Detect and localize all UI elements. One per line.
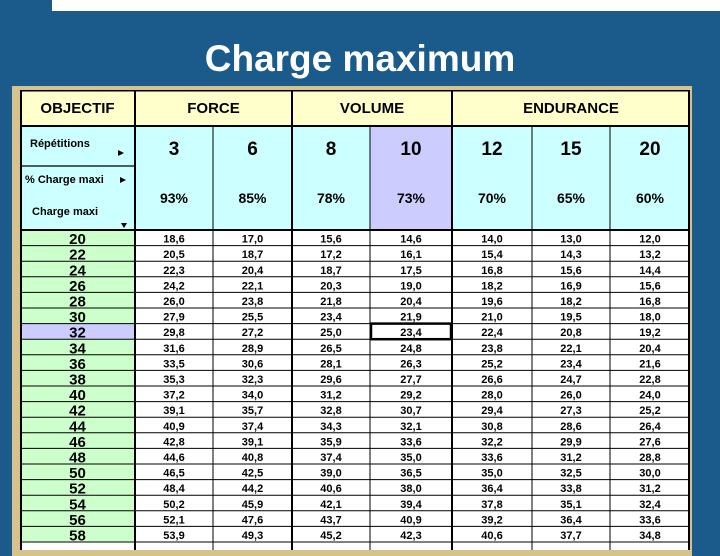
table-cell: 24,8 bbox=[400, 342, 422, 355]
table-cell: 32,2 bbox=[481, 436, 503, 449]
table-cell: 32,4 bbox=[639, 498, 661, 511]
table-cell: 21,6 bbox=[639, 358, 661, 371]
table-cell: 44,6 bbox=[163, 452, 185, 464]
table-cell: 39,1 bbox=[241, 436, 264, 449]
table-cell: 28,1 bbox=[320, 358, 342, 371]
charge-value-34: 34 bbox=[69, 340, 86, 358]
table-cell: 34,0 bbox=[241, 389, 264, 402]
table-cell: 26,6 bbox=[481, 374, 503, 386]
table-cell: 16,8 bbox=[481, 264, 503, 277]
table-cell: 35,7 bbox=[241, 405, 264, 418]
table-cell: 17,5 bbox=[400, 264, 422, 277]
table-cell: 33,5 bbox=[163, 358, 185, 371]
table-cell: 30,0 bbox=[639, 467, 661, 480]
table-cell: 29,8 bbox=[163, 327, 185, 340]
charge-value-48: 48 bbox=[69, 449, 86, 467]
table-cell: 20,4 bbox=[639, 342, 661, 355]
charge-value-22: 22 bbox=[69, 246, 86, 264]
table-cell: 29,9 bbox=[560, 436, 582, 449]
table-cell: 19,0 bbox=[400, 280, 422, 293]
table-cell: 48,4 bbox=[163, 483, 185, 496]
table-cell: 14,0 bbox=[481, 233, 503, 246]
repetition-3: 3 bbox=[168, 139, 180, 160]
table-cell: 21,9 bbox=[400, 311, 422, 324]
table-cell: 28,9 bbox=[241, 342, 264, 355]
table-cell: 25,2 bbox=[481, 358, 503, 371]
charge-value-38: 38 bbox=[69, 371, 86, 389]
table-cell: 25,0 bbox=[320, 327, 342, 340]
charge-value-28: 28 bbox=[69, 293, 86, 311]
table-cell: 18,7 bbox=[241, 249, 264, 262]
table-cell: 30,6 bbox=[241, 358, 264, 371]
table-cell: 30,7 bbox=[400, 405, 422, 418]
table-cell: 18,7 bbox=[320, 264, 342, 277]
table-cell: 37,8 bbox=[481, 498, 503, 511]
table-cell: 20,5 bbox=[163, 249, 185, 262]
table-cell: 45,2 bbox=[320, 530, 342, 542]
table-cell: 22,1 bbox=[560, 342, 582, 355]
table-cell: 33,6 bbox=[481, 452, 503, 464]
table-cell: 42,1 bbox=[320, 498, 342, 511]
table-cell: 39,0 bbox=[320, 467, 342, 480]
table-cell: 12,0 bbox=[639, 233, 661, 246]
table-cell: 40,9 bbox=[163, 420, 185, 433]
table-cell: 20,8 bbox=[560, 327, 582, 340]
table-cell: 33,6 bbox=[400, 436, 422, 449]
table-cell: 14,6 bbox=[400, 233, 422, 246]
table-cell: 20,3 bbox=[320, 280, 342, 293]
percentage-cell: 78% bbox=[316, 190, 346, 206]
table-cell: 29,6 bbox=[320, 374, 342, 386]
table-cell: 14,3 bbox=[560, 249, 582, 262]
table-cell: 23,4 bbox=[560, 358, 582, 371]
table-cell: 35,1 bbox=[560, 498, 582, 511]
table-cell: 31,2 bbox=[320, 389, 342, 402]
table-cell: 28,6 bbox=[560, 420, 582, 433]
charge-value-46: 46 bbox=[69, 433, 86, 451]
table-cell: 32,1 bbox=[400, 420, 422, 433]
table-cell: 23,4 bbox=[320, 311, 342, 324]
repetition-20: 20 bbox=[639, 139, 661, 160]
table-cell: 53,9 bbox=[163, 530, 185, 542]
top-white-strip bbox=[52, 0, 720, 11]
objectif-header: OBJECTIF bbox=[40, 100, 115, 117]
table-cell: 29,2 bbox=[400, 389, 422, 402]
charge-value-26: 26 bbox=[69, 277, 86, 295]
table-cell: 28,0 bbox=[481, 389, 503, 402]
table-cell: 32,8 bbox=[320, 405, 342, 418]
table-cell: 34,3 bbox=[320, 420, 342, 433]
table-cell: 19,2 bbox=[639, 327, 661, 340]
table-cell: 35,0 bbox=[481, 467, 503, 480]
charge-value-32: 32 bbox=[69, 324, 86, 342]
table-cell: 34,8 bbox=[639, 530, 661, 542]
charge-value-42: 42 bbox=[69, 402, 86, 420]
repetition-10: 10 bbox=[400, 139, 422, 160]
table-cell: 40,8 bbox=[241, 452, 264, 464]
table-cell: 31,2 bbox=[639, 483, 661, 496]
table-cell: 27,7 bbox=[400, 374, 422, 386]
table-cell: 22,4 bbox=[481, 327, 503, 340]
table-cell: 52,1 bbox=[163, 514, 185, 527]
table-cell: 38,0 bbox=[400, 483, 422, 496]
table-cell: 24,2 bbox=[163, 280, 185, 293]
table-cell: 18,6 bbox=[163, 233, 185, 246]
table-cell: 14,4 bbox=[639, 264, 661, 277]
charge-value-20: 20 bbox=[69, 231, 86, 249]
table-cell: 23,8 bbox=[241, 296, 264, 308]
table-cell: 23,4 bbox=[400, 327, 422, 340]
table-cell: 16,9 bbox=[560, 280, 582, 293]
table-cell: 15,6 bbox=[320, 233, 342, 246]
table-cell: 18,2 bbox=[560, 296, 582, 308]
table-cell: 40,6 bbox=[481, 530, 503, 542]
charge-value-30: 30 bbox=[69, 309, 86, 327]
table-cell: 26,0 bbox=[163, 296, 185, 308]
repetition-8: 8 bbox=[325, 139, 337, 160]
table-cell: 33,8 bbox=[560, 483, 582, 496]
table-cell: 19,5 bbox=[560, 311, 582, 324]
table-cell: 23,8 bbox=[481, 342, 503, 355]
percent-label: % Charge maxi bbox=[25, 174, 104, 186]
table-cell: 16,8 bbox=[639, 296, 661, 308]
table-cell: 25,5 bbox=[241, 311, 264, 324]
table-cell: 26,3 bbox=[400, 358, 422, 371]
table-cell: 15,4 bbox=[481, 249, 503, 262]
table-cell: 13,2 bbox=[639, 249, 661, 262]
table-cell: 39,4 bbox=[400, 498, 422, 511]
table-cell: 26,4 bbox=[639, 420, 661, 433]
table-cell: 36,5 bbox=[400, 467, 422, 480]
table-cell: 43,7 bbox=[320, 514, 342, 527]
charge-value-54: 54 bbox=[69, 496, 86, 514]
table-cell: 40,6 bbox=[320, 483, 342, 496]
table-cell: 37,4 bbox=[320, 452, 342, 464]
table-cell: 17,2 bbox=[320, 249, 342, 262]
table-cell: 19,6 bbox=[481, 296, 503, 308]
slide-title: Charge maximum bbox=[204, 38, 516, 79]
percentage-cell: 70% bbox=[477, 190, 507, 206]
table-cell: 35,0 bbox=[400, 452, 422, 464]
table-cell: 22,1 bbox=[241, 280, 264, 293]
table-cell: 33,6 bbox=[639, 514, 661, 527]
table-cell: 15,6 bbox=[639, 280, 661, 293]
table-cell: 29,4 bbox=[481, 405, 503, 418]
charge-value-56: 56 bbox=[69, 511, 86, 529]
repetition-6: 6 bbox=[247, 139, 258, 160]
table-cell: 26,0 bbox=[560, 389, 582, 402]
table-cell: 39,1 bbox=[163, 405, 185, 418]
table-cell: 37,4 bbox=[241, 420, 264, 433]
table-cell: 18,0 bbox=[639, 311, 661, 324]
table-cell: 35,3 bbox=[163, 374, 185, 386]
charge-value-24: 24 bbox=[69, 262, 86, 280]
table-cell: 21,8 bbox=[320, 296, 342, 308]
table-cell: 20,4 bbox=[241, 264, 264, 277]
table-cell: 15,6 bbox=[560, 264, 582, 277]
percentage-cell: 65% bbox=[556, 190, 586, 206]
charge-value-40: 40 bbox=[69, 387, 86, 405]
table-cell: 37,2 bbox=[163, 389, 185, 402]
table-cell: 47,6 bbox=[241, 514, 264, 527]
percentage-cell: 60% bbox=[635, 190, 665, 206]
table-cell: 28,8 bbox=[639, 452, 661, 464]
table-cell: 42,8 bbox=[163, 436, 185, 449]
table-cell: 49,3 bbox=[241, 530, 264, 542]
repetitions-label: Répétitions bbox=[30, 138, 90, 150]
table-cell: 22,3 bbox=[163, 264, 185, 277]
table-cell: 27,2 bbox=[241, 327, 264, 340]
table-cell: 36,4 bbox=[560, 514, 582, 527]
charge-value-58: 58 bbox=[69, 527, 86, 545]
table-cell: 16,1 bbox=[400, 249, 422, 262]
charge-value-52: 52 bbox=[69, 480, 86, 498]
table-cell: 46,5 bbox=[163, 467, 185, 480]
table-cell: 20,4 bbox=[400, 296, 422, 308]
table-cell: 31,6 bbox=[163, 342, 185, 355]
table-cell: 30,8 bbox=[481, 420, 503, 433]
table-cell: 24,7 bbox=[560, 374, 582, 386]
table-cell: 44,2 bbox=[241, 483, 264, 496]
charge-label: Charge maxi bbox=[32, 206, 99, 218]
table-cell: 32,5 bbox=[560, 467, 582, 480]
group-header-volume: VOLUME bbox=[339, 100, 405, 117]
charge-table-svg bbox=[20, 90, 690, 550]
table-cell: 37,7 bbox=[560, 530, 582, 542]
percentage-cell: 73% bbox=[396, 190, 426, 206]
repetition-15: 15 bbox=[560, 139, 582, 160]
table-cell: 35,9 bbox=[320, 436, 342, 449]
table-cell: 17,0 bbox=[241, 233, 264, 246]
group-header-force: FORCE bbox=[187, 100, 240, 117]
table-cell: 26,5 bbox=[320, 342, 342, 355]
charge-table bbox=[20, 90, 690, 550]
table-cell: 22,8 bbox=[639, 374, 661, 386]
table-cell: 42,3 bbox=[400, 530, 422, 542]
table-cell: 25,2 bbox=[639, 405, 661, 418]
table-cell: 39,2 bbox=[481, 514, 503, 527]
table-cell: 31,2 bbox=[560, 452, 582, 464]
group-header-endurance: ENDURANCE bbox=[523, 100, 619, 117]
repetition-12: 12 bbox=[481, 139, 503, 160]
table-cell: 21,0 bbox=[481, 311, 503, 324]
table-cell: 42,5 bbox=[241, 467, 264, 480]
table-cell: 27,9 bbox=[163, 311, 185, 324]
table-cell: 45,9 bbox=[241, 498, 264, 511]
table-cell: 18,2 bbox=[481, 280, 503, 293]
percentage-cell: 85% bbox=[238, 190, 267, 206]
table-cell: 50,2 bbox=[163, 498, 185, 511]
charge-value-50: 50 bbox=[69, 465, 86, 483]
table-cell: 27,6 bbox=[639, 436, 661, 449]
table-cell: 13,0 bbox=[560, 233, 582, 246]
table-cell: 24,0 bbox=[639, 389, 661, 402]
charge-value-36: 36 bbox=[69, 355, 86, 373]
table-cell: 36,4 bbox=[481, 483, 503, 496]
table-cell: 27,3 bbox=[560, 405, 582, 418]
table-cell: 40,9 bbox=[400, 514, 422, 527]
table-cell: 32,3 bbox=[241, 374, 264, 386]
percentage-cell: 93% bbox=[159, 190, 189, 206]
charge-value-44: 44 bbox=[69, 418, 86, 436]
